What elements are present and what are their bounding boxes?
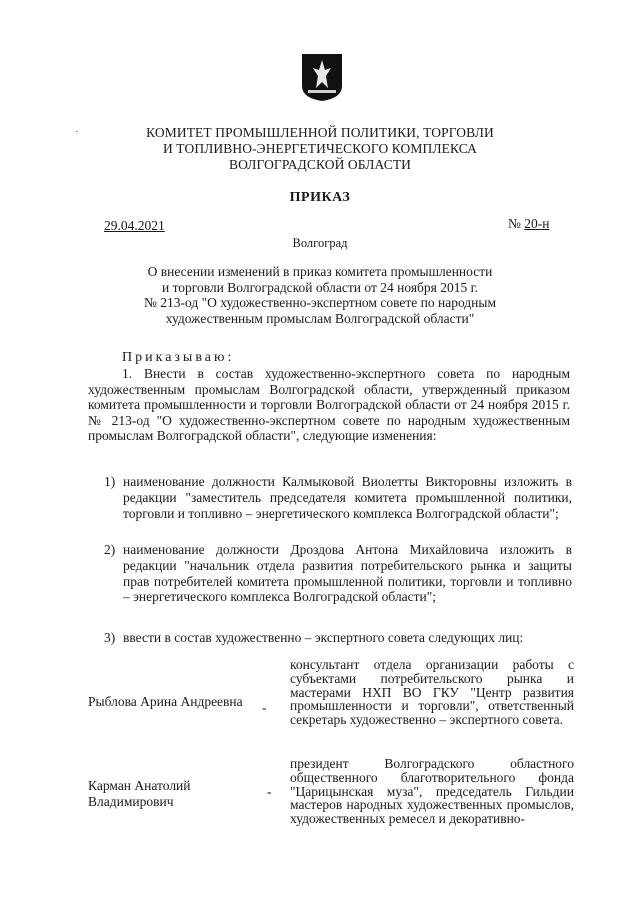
member-name: Рыблова Арина Андреевна [88,694,243,709]
org-line: И ТОПЛИВНО-ЭНЕРГЕТИЧЕСКОГО КОМПЛЕКСА [162,141,477,156]
list-item-number: 2) [104,542,116,557]
list-item-text: наименование должности Дроздова Антона Михайловича изложить в редакции "начальник отдела развития потребительского рынка и защиты прав потребителей комитета промышленной политики, торговли и топливно – энергетического комплекса Волгоградской области"; [123,542,572,605]
document-title: ПРИКАЗ [289,190,351,205]
member-name: Карман Анатолий Владимирович [88,778,191,809]
list-item-number: 1) [104,474,116,489]
member-description: президент Волгоградского областного общественного благотворительного фонда "Царицынская муза", председатель Гильдии мастеров народных художественных промыслов, художественных ремесел и декоративно- [290,756,574,827]
paragraph-1-text: 1. Внести в состав художественно-экспертного совета по народным художественным промыслам Волгоградской области, утвержденный приказом комитета промышленности и торговли Волгоградской области от 24 ноября 2015 г. № 213-од "О художественно-экспертном совете по народным художественным промыслам Волгоградской области", следующие изменения: [88,366,570,444]
member-dash: - [262,700,267,715]
list-item-number: 3) [104,630,116,645]
organization-name [0,125,640,173]
subject-line: О внесении изменений в приказ комитета промышленности [147,264,493,279]
member-dash: - [267,784,272,799]
subject-line: художественным промыслам Волгоградской области" [165,310,475,326]
document-subject [110,264,530,326]
paragraph-1 [88,366,570,444]
document-city: Волгоград [292,236,348,250]
document-date: 29.04.2021 [104,218,165,233]
list-item-text: наименование должности Калмыковой Виолетты Викторовны изложить в редакции "заместитель председателя комитета промышленной политики, торговли и топливно – энергетического комплекса Волгоградской области"; [123,474,572,521]
document-number [508,216,550,232]
number-value: 20-н [524,216,550,231]
number-prefix: № [508,216,521,231]
order-heading: Приказываю: [122,350,235,365]
list-item-text: ввести в состав художественно – экспертного совета следующих лиц: [123,630,524,645]
org-line: ВОЛГОГРАДСКОЙ ОБЛАСТИ [228,157,412,172]
org-line: КОМИТЕТ ПРОМЫШЛЕННОЙ ПОЛИТИКИ, ТОРГОВЛИ [146,125,494,140]
subject-line: № 213-од "О художественно-экспертном совете по народным [143,295,497,310]
subject-line: и торговли Волгоградской области от 24 ноября 2015 г. [161,279,479,295]
coat-of-arms-emblem [300,52,344,102]
member-description: консультант отдела организации работы с субъектами потребительского рынка и мастерами НХП ВО ГКУ "Центр развития промышленности и торговли", ответственный секретарь художественно – экспертного совета. [290,657,574,728]
